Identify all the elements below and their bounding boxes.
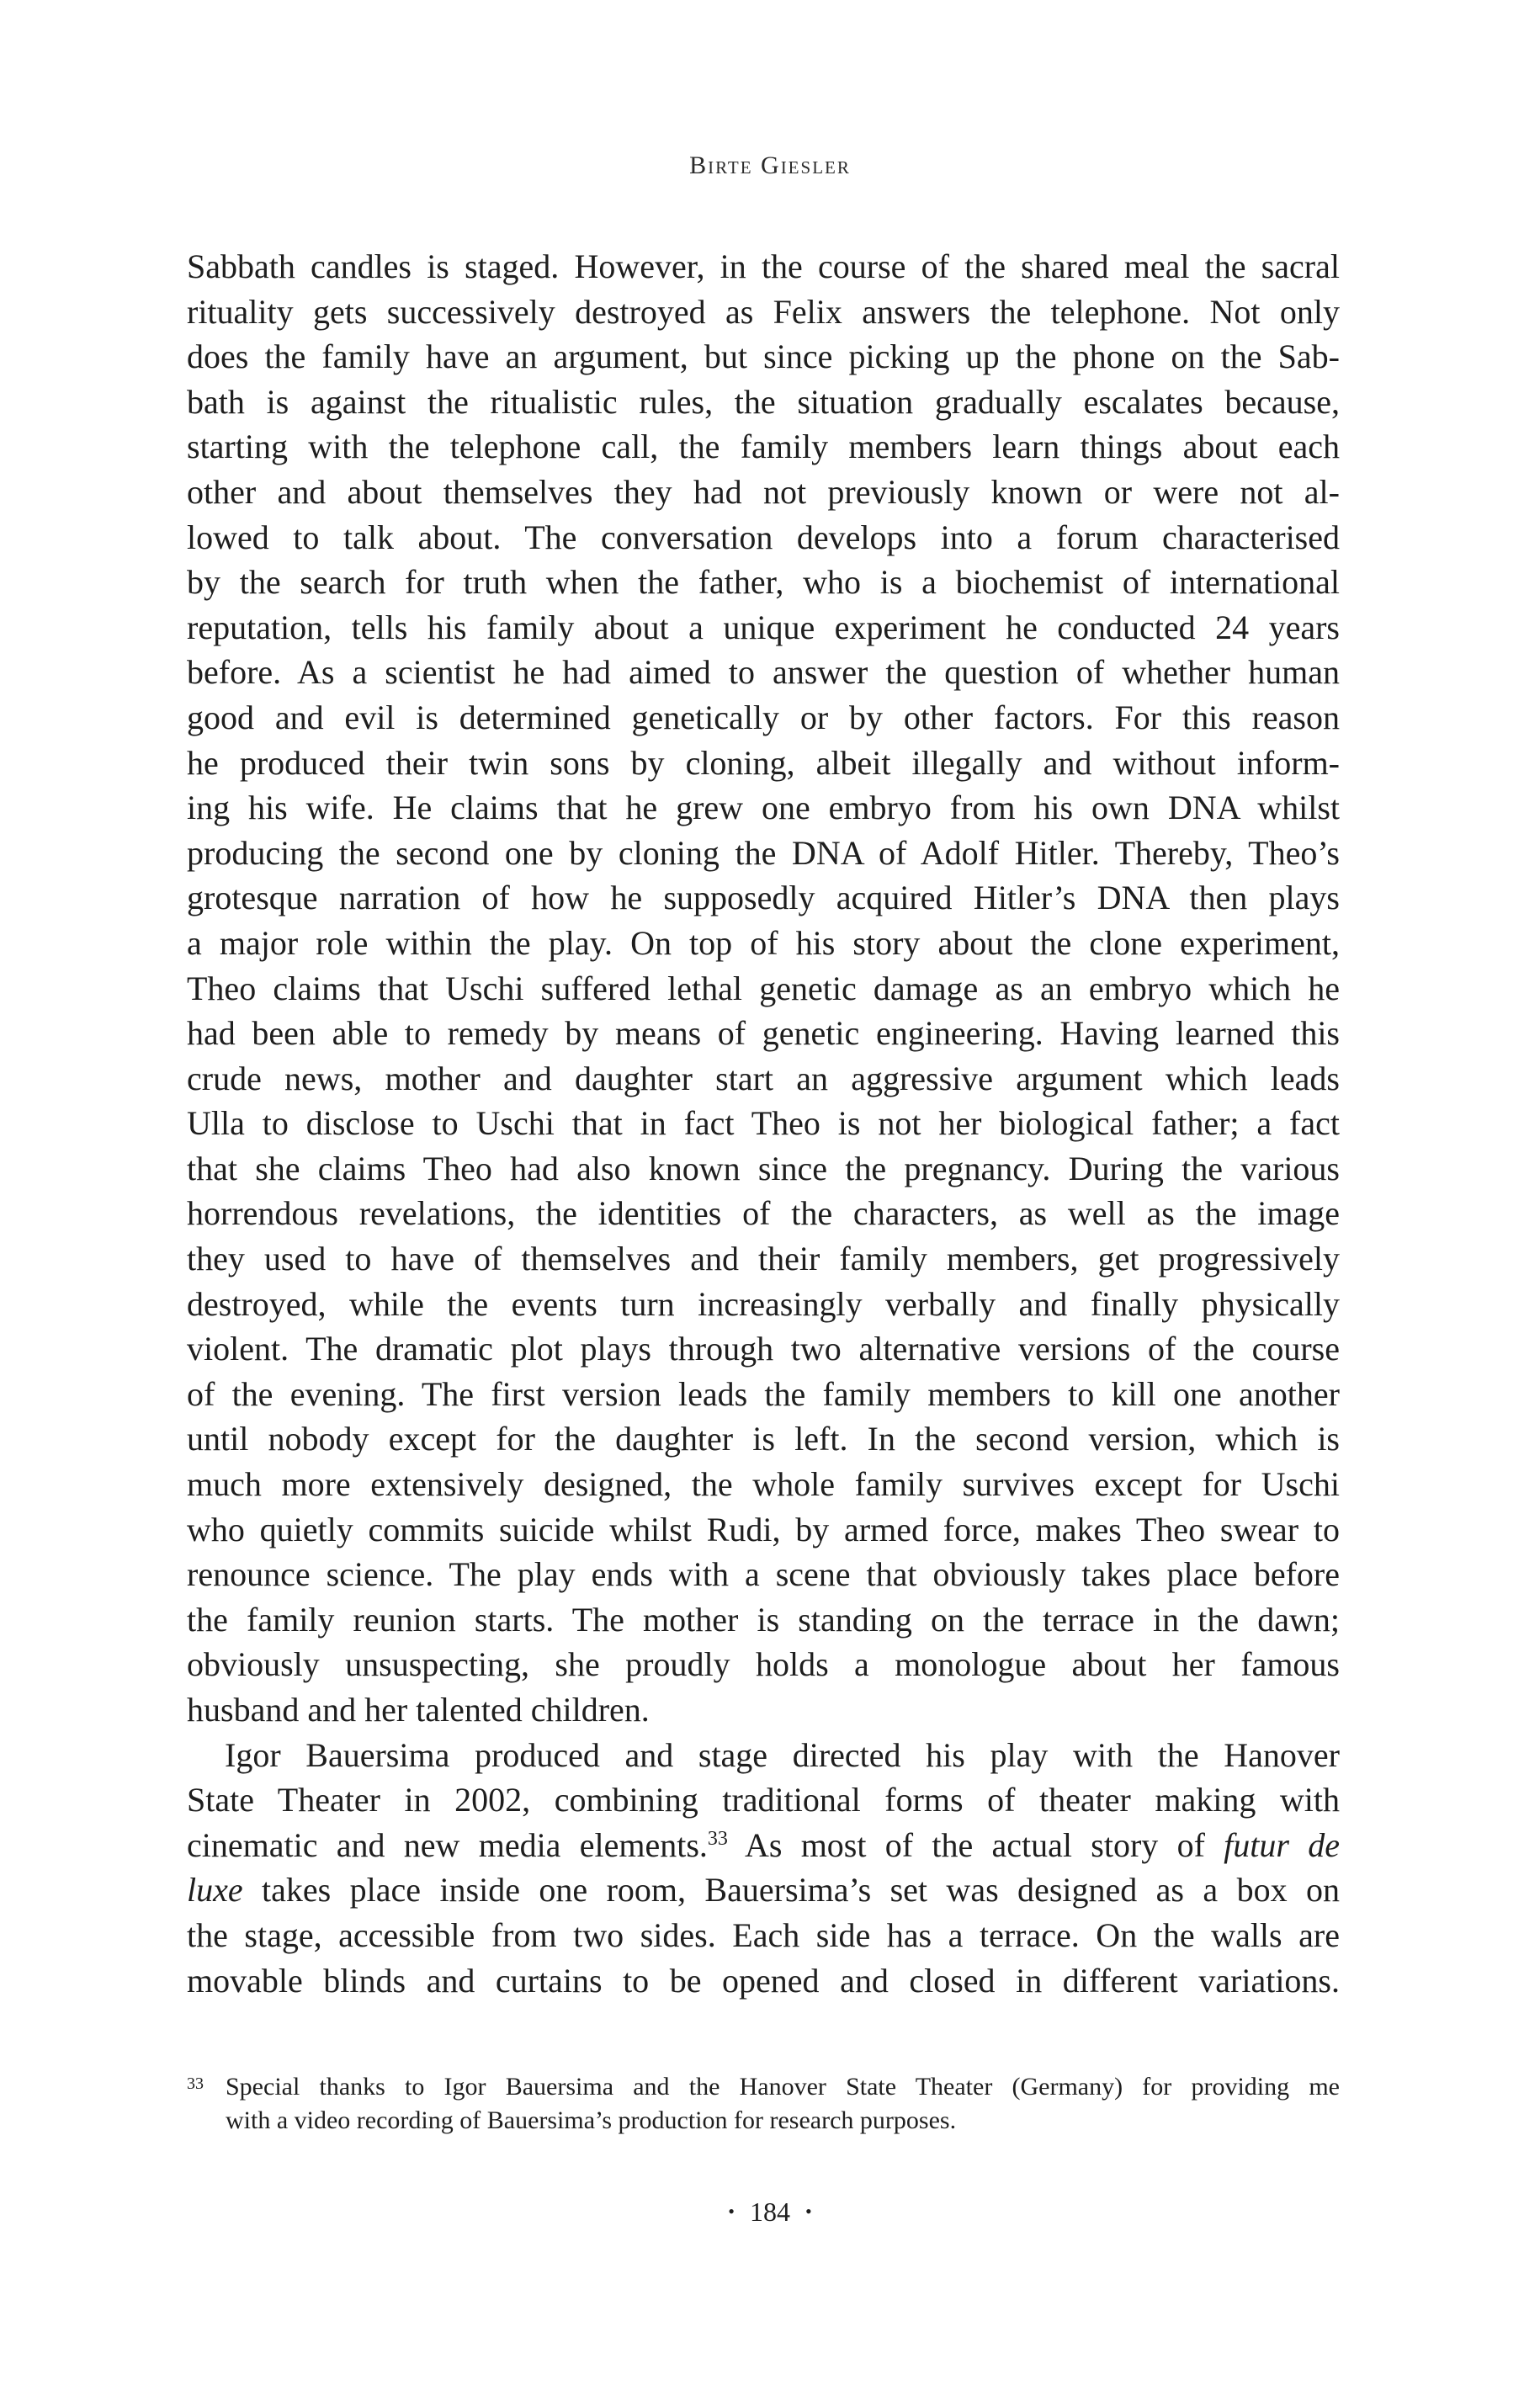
text-line: starting with the telephone call, the family members learn things about each [187,428,1340,466]
italic-title: futur de [1224,1825,1340,1864]
footnote-reference[interactable]: 33 [707,1827,728,1850]
text-line: by the search for truth when the father, who is a biochemist of international [187,563,1340,602]
text-line: crude news, mother and daughter start an aggressive argument which leads [187,1059,1340,1097]
footnote-number: 33 [187,2074,204,2093]
text-line: the stage, accessible from two sides. Each side has a terrace. On the walls are [187,1915,1340,1954]
text-run: takes place inside one room, Bauersima’s set was designed as a box on [242,1871,1340,1910]
text-line: who quietly commits suicide whilst Rudi, by armed force, makes Theo swear to [187,1510,1340,1548]
text-line: good and evil is determined genetically or by other factors. For this reason [187,698,1340,736]
text-line: other and about themselves they had not previously known or were not al- [187,472,1340,511]
text-line: husband and her talented children. [187,1691,650,1729]
text-line: obviously unsuspecting, she proudly holds a monologue about her famous [187,1645,1340,1684]
footnote-text [226,2070,1340,2138]
text-run: As most of the actual story of [727,1825,1224,1864]
text-line: much more extensively designed, the whole family survives except for Uschi [187,1465,1340,1504]
text-line: Ulla to disclose to Uschi that in fact Theo is not her biological father; a fact [187,1104,1340,1143]
text-line: producing the second one by cloning the DNA of Adolf Hitler. Thereby, Theo’s [187,833,1340,872]
main-text [187,244,1340,2003]
text-line: a major role within the play. On top of his story about the clone experiment, [187,923,1340,962]
text-line: he produced their twin sons by cloning, albeit illegally and without inform- [187,743,1340,782]
text-line: movable blinds and curtains to be opened and closed in different variations. [187,1961,1340,2000]
bullet-ornament: • [805,2201,812,2222]
text-line [187,1867,1340,1913]
footnote-line: with a video recording of Bauersima’s production for research purposes. [226,2106,957,2134]
text-run: cinematic and new media elements. [187,1825,708,1864]
text-line: before. As a scientist he had aimed to answer the question of whether human [187,653,1340,692]
text-line: grotesque narration of how he supposedly acquired Hitler’s DNA then plays [187,879,1340,917]
page-number: 184 [750,2196,790,2227]
text-line: the family reunion starts. The mother is standing on the terrace in the dawn; [187,1600,1340,1639]
text-line: horrendous revelations, the identities of the characters, as well as the image [187,1194,1340,1233]
text-line: State Theater in 2002, combining traditional forms of theater making with [187,1781,1340,1819]
running-head: Birte Giesler [689,151,851,179]
text-line: ing his wife. He claims that he grew one embryo from his own DNA whilst [187,789,1340,827]
text-line: does the family have an argument, but since picking up the phone on the Sab- [187,337,1340,376]
text-line: Sabbath candles is staged. However, in the course of the shared meal the sacral [187,247,1340,285]
footnote-line: Special thanks to Igor Bauersima and the Hanover State Theater (Germany) for providing me [226,2073,1340,2101]
text-line: bath is against the ritualistic rules, the situation gradually escalates because, [187,382,1340,421]
text-line: had been able to remedy by means of genetic engineering. Having learned this [187,1014,1340,1053]
text-line: rituality gets successively destroyed as Felix answers the telephone. Not only [187,292,1340,331]
footnote [187,2070,1340,2138]
text-line: they used to have of themselves and their family members, get progressively [187,1240,1340,1278]
text-line: of the evening. The first version leads the family members to kill one another [187,1374,1340,1413]
italic-title: luxe [187,1871,243,1910]
text-line: reputation, tells his family about a unique experiment he conducted 24 years [187,608,1340,646]
text-line: violent. The dramatic plot plays through two alternative versions of the course [187,1330,1340,1368]
bullet-ornament: • [728,2201,735,2222]
page-number-footer [0,2196,1540,2228]
text-line: until nobody except for the daughter is left. In the second version, which is [187,1420,1340,1458]
text-line [187,1823,1340,1868]
text-line: Igor Bauersima produced and stage directed his play with the Hanover [225,1735,1340,1774]
text-line: that she claims Theo had also known since the pregnancy. During the various [187,1149,1340,1187]
text-line: destroyed, while the events turn increasingly verbally and finally physically [187,1284,1340,1323]
text-line: renounce science. The play ends with a scene that obviously takes place before [187,1555,1340,1594]
text-line: lowed to talk about. The conversation develops into a forum characterised [187,518,1340,556]
text-line: Theo claims that Uschi suffered lethal genetic damage as an embryo which he [187,969,1340,1007]
